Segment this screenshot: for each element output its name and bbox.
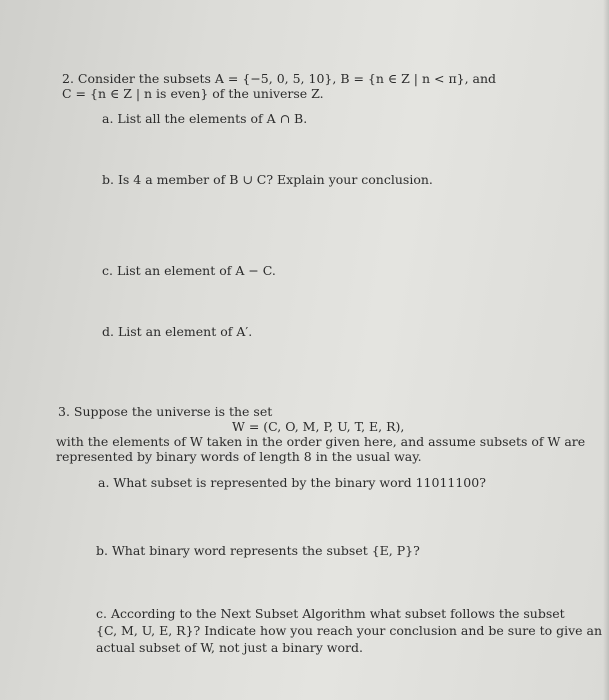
problem-2-part-b: b. Is 4 a member of B ∪ C? Explain your conclusion. <box>102 172 433 187</box>
problem-3-part-c-line-2: {C, M, U, E, R}? Indicate how you reach your conclusion and be sure to give an <box>96 623 603 638</box>
problem-2-statement-line-1: 2. Consider the subsets A = {−5, 0, 5, 10}, B = {n ∈ Z | n < π}, and <box>62 71 497 86</box>
problem-2-part-a: a. List all the elements of A ∩ B. <box>102 111 308 126</box>
problem-3-set-w: W = (C, O, M, P, U, T, E, R), <box>232 419 405 434</box>
problem-3-part-c-line-1: c. According to the Next Subset Algorithm what subset follows the subset <box>96 606 565 621</box>
paper-edge-shadow <box>603 0 609 700</box>
problem-3-part-b: b. What binary word represents the subset {E, P}? <box>96 543 420 558</box>
problem-3-part-c-line-3: actual subset of W, not just a binary word. <box>96 640 363 655</box>
problem-3-statement-line-4: represented by binary words of length 8 in the usual way. <box>56 449 422 464</box>
problem-2-part-d: d. List an element of A′. <box>102 324 253 339</box>
problem-2-statement-line-2: C = {n ∈ Z | n is even} of the universe Z. <box>62 86 324 101</box>
problem-3-part-a: a. What subset is represented by the binary word 11011100? <box>98 475 486 490</box>
problem-3-statement-line-3: with the elements of W taken in the order given here, and assume subsets of W are <box>56 434 586 449</box>
problem-3-statement-line-1: 3. Suppose the universe is the set <box>58 404 273 419</box>
problem-2-part-c: c. List an element of A − C. <box>102 263 276 278</box>
